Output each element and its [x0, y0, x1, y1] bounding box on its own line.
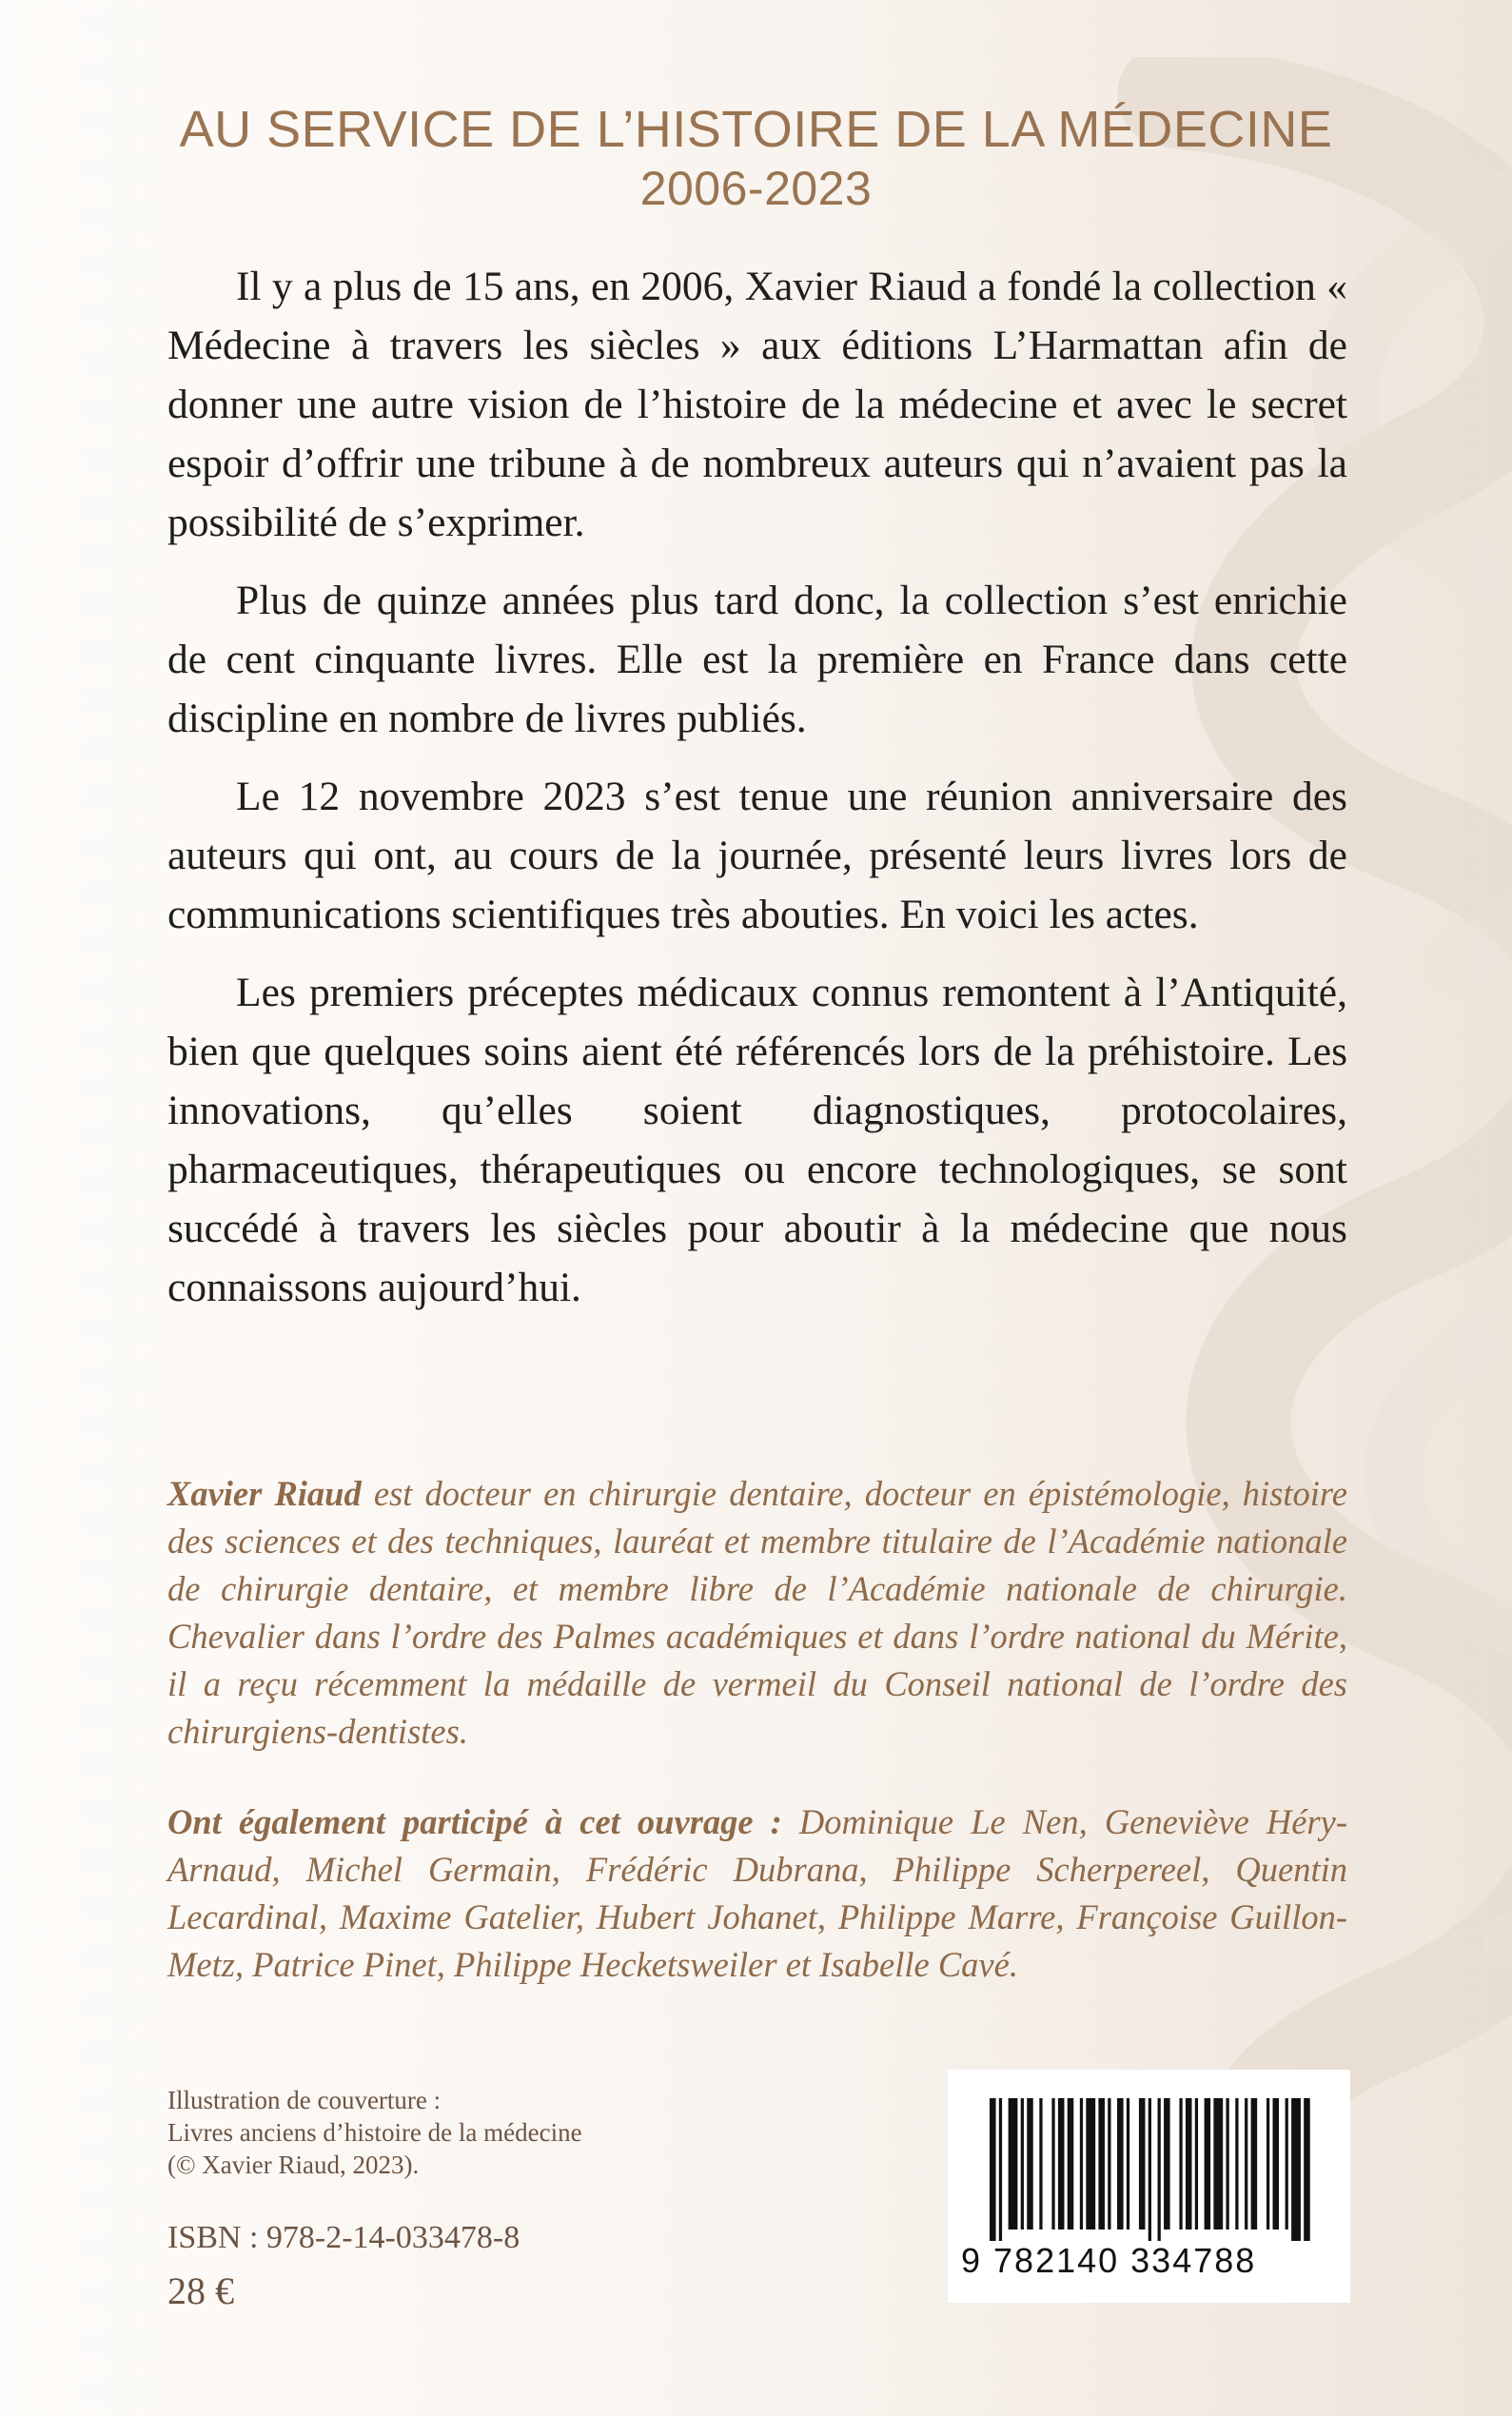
barcode-bar: [1267, 2098, 1269, 2229]
barcode-bar: [1108, 2098, 1110, 2229]
barcode-bar: [999, 2098, 1002, 2241]
barcode-bar: [1098, 2098, 1105, 2229]
barcode-bar: [1117, 2098, 1124, 2229]
barcode-bar: [1080, 2098, 1083, 2229]
contributors: [167, 1798, 1347, 1989]
barcode-bar: [1086, 2098, 1095, 2229]
barcode-bar: [1245, 2098, 1247, 2229]
barcode-bar: [1186, 2098, 1192, 2229]
barcode-bar: [1051, 2098, 1054, 2229]
price: 28 €: [167, 2269, 234, 2312]
back-cover-header: [0, 100, 1512, 218]
author-bio: [167, 1470, 1347, 1756]
barcode-bar: [1009, 2098, 1018, 2229]
barcode-bar: [1213, 2098, 1223, 2229]
barcode-bar: [1205, 2098, 1211, 2229]
barcode-bar: [1021, 2098, 1024, 2229]
barcode-bar: [1226, 2098, 1228, 2229]
barcode-bar: [1139, 2098, 1146, 2229]
barcode-bar: [1179, 2098, 1182, 2229]
barcode-bar: [1039, 2098, 1042, 2229]
barcode-bar: [1149, 2098, 1151, 2241]
barcode-digits: 9 782140 334788: [961, 2241, 1257, 2280]
description-paragraph: Plus de quinze années plus tard donc, la collection s’est enrichie de cent cinquante livres. Elle est la première en France dans cette discipline en nombre de livres publiés.: [167, 578, 1347, 741]
barcode-bar: [990, 2098, 996, 2241]
barcode-bar: [1273, 2098, 1280, 2229]
barcode-bar: [1195, 2098, 1198, 2229]
credits-line: Livres anciens d’histoire de la médecine: [167, 2118, 582, 2147]
barcode-bar: [1158, 2098, 1161, 2241]
barcode-bar: [1058, 2098, 1065, 2229]
barcode-bar: [1286, 2098, 1288, 2229]
isbn: ISBN : 978-2-14-033478-8: [167, 2220, 520, 2255]
description-paragraph: Le 12 novembre 2023 s’est tenue une réunion anniversaire des auteurs qui ont, au cours de la journée, présenté leurs livres lors de communications scientifiques très abouties. En voici les actes.: [167, 774, 1347, 937]
description-paragraph: Les premiers préceptes médicaux connus remontent à l’Antiquité, bien que quelques soins aient été référencés lors de la préhistoire. Les innovations, qu’elles soient diagnostiques, protocolaires, pharmaceutiques, thérapeutiques ou encore technologiques, se sont succédé à travers les siècles pour aboutir à la médecine que nous connaissons aujourd’hui.: [167, 970, 1347, 1310]
contributors-label: Ont également participé à cet ouvrage :: [167, 1802, 782, 1841]
barcode-bar: [1251, 2098, 1258, 2229]
barcode: [948, 2070, 1350, 2303]
book-dates: 2006-2023: [639, 162, 873, 215]
contributors-names: Dominique Le Nen, Geneviève Héry-Arnaud, Michel Germain, Frédéric Dubrana, Philippe Scherpereel, Quentin Lecardinal, Maxime Gatelier, Hubert Johanet, Philippe Marre, Françoise Guillon-Metz, Patrice Pinet, Philippe Hecketsweiler et Isabelle Cavé.: [167, 1802, 1347, 1984]
barcode-bar: [1127, 2098, 1129, 2229]
credits-line: (© Xavier Riaud, 2023).: [167, 2151, 420, 2179]
barcode-bar: [1304, 2098, 1310, 2241]
barcode-bar: [1164, 2098, 1170, 2229]
author-bio-text: est docteur en chirurgie dentaire, docteur en épistémologie, histoire des sciences et des techniques, lauréat et membre titulaire de l’Académie nationale de chirurgie dentaire, et membre libre de l’Académie nationale de chirurgie. Chevalier dans l’ordre des Palmes académiques et dans l’ordre national du Mérite, il a reçu récemment la médaille de vermeil du Conseil national de l’ordre des chirurgiens-dentistes.: [167, 1474, 1347, 1751]
author-name: Xavier Riaud: [167, 1474, 362, 1513]
barcode-bar: [1235, 2098, 1238, 2229]
barcode-bar: [1068, 2098, 1074, 2229]
book-title: AU SERVICE DE L’HISTOIRE DE LA MÉDECINE: [179, 101, 1333, 158]
description-paragraph: Il y a plus de 15 ans, en 2006, Xavier Riaud a fondé la collection « Médecine à travers les siècles » aux éditions L’Harmattan afin de donner une autre vision de l’histoire de la médecine et avec le secret espoir d’offrir une tribune à de nombreux auteurs qui n’avaient pas la possibilité de s’exprimer.: [167, 264, 1347, 545]
barcode-bar: [1291, 2098, 1301, 2241]
barcode-bar: [1027, 2098, 1033, 2229]
credits-line: Illustration de couverture :: [167, 2086, 442, 2114]
barcode-icon: [990, 2098, 1313, 2241]
cover-credits: [167, 2084, 700, 2181]
description-text: [167, 257, 1347, 1336]
